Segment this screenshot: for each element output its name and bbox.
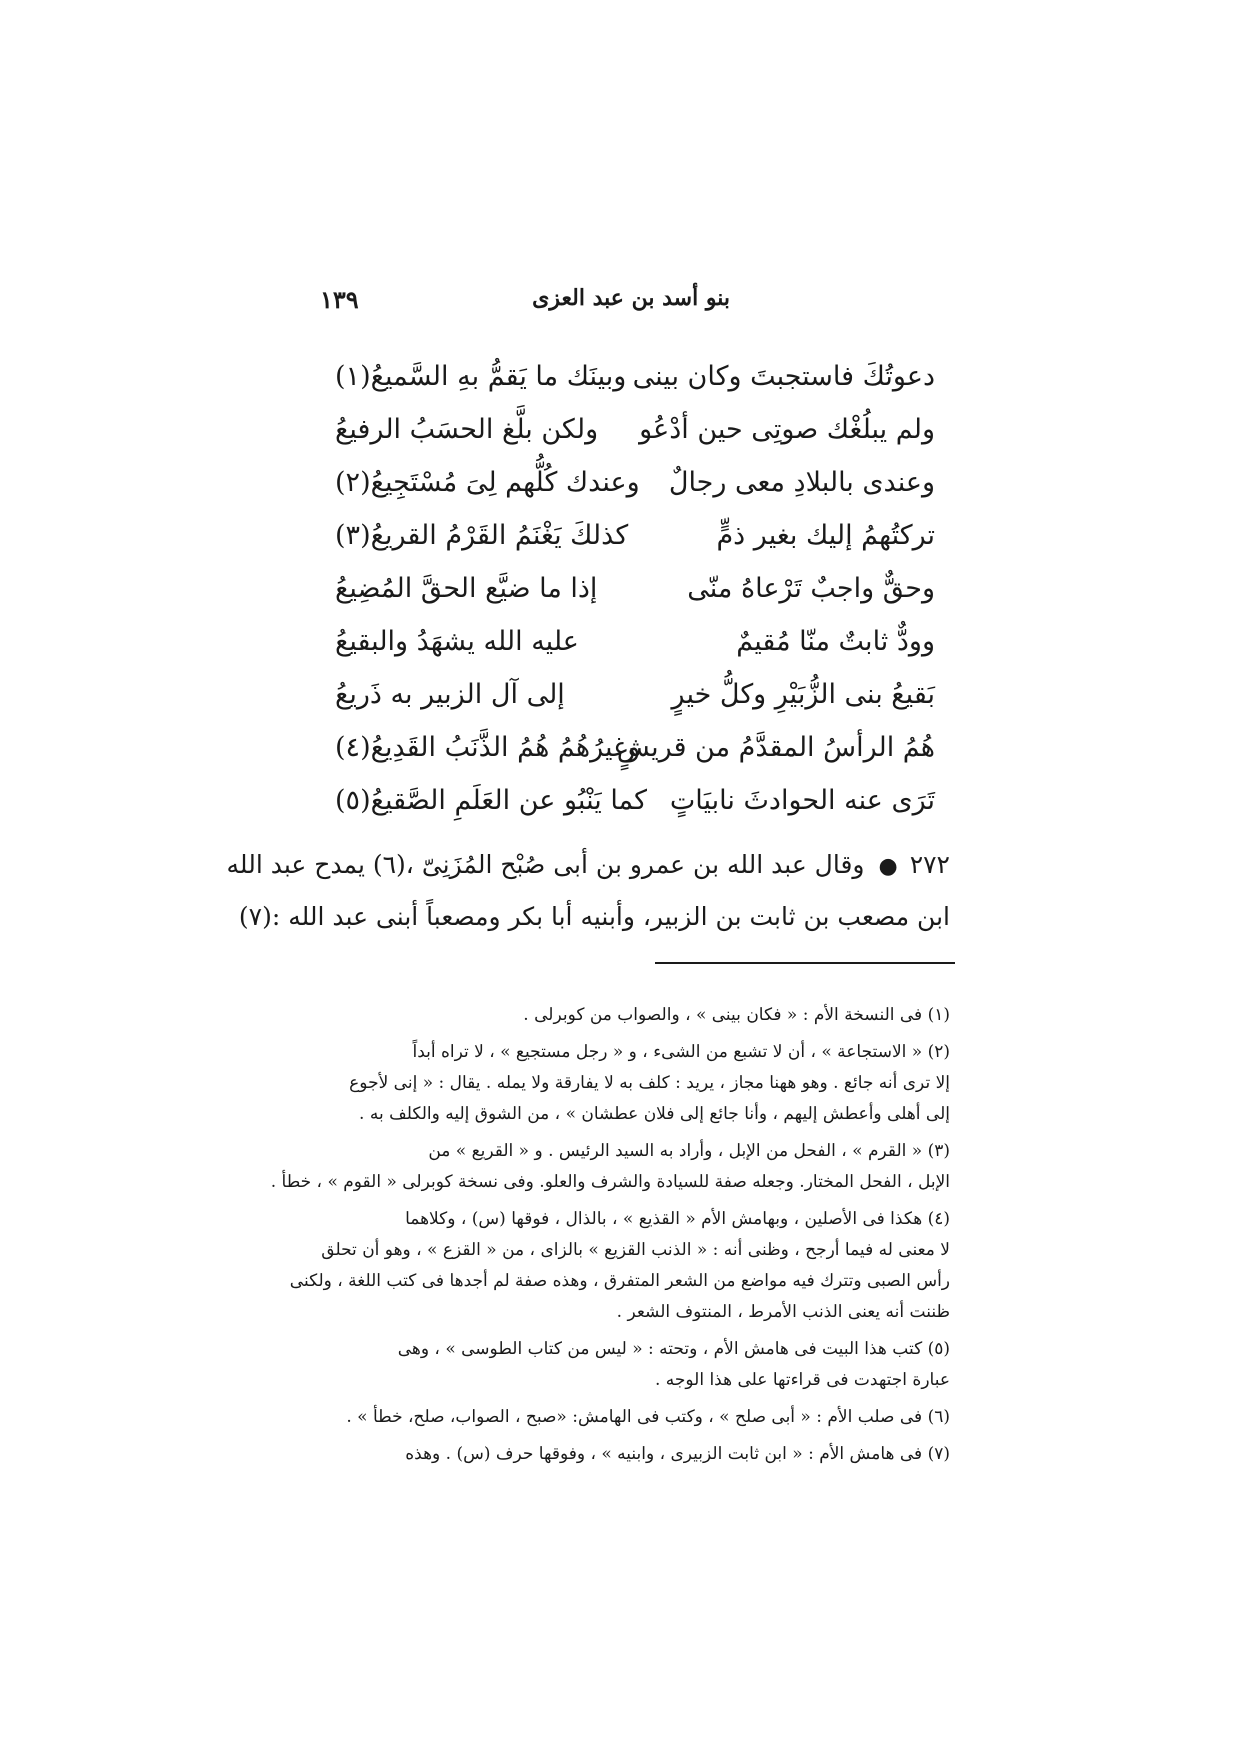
prose-line	[226, 840, 950, 892]
verse-first-hemistich: دعوتُكَ فاستجبتَ وكان بينى	[632, 361, 935, 392]
verse-second-hemistich: إذا ما ضيَّع الحقَّ المُضِيعُ	[335, 573, 598, 604]
prose-line: ابن مصعب بن ثابت بن الزبير، وأبنيه أبا بكر ومصعباً أبنى عبد الله :(٧)	[238, 902, 950, 931]
footnote-divider	[655, 962, 955, 964]
footnote	[300, 1334, 950, 1396]
poem-verse	[335, 350, 935, 403]
poem-verse	[335, 615, 935, 668]
verse-second-hemistich: وغيرُهُمُ هُمُ الذَّنَبُ القَدِيعُ(٤)	[335, 732, 641, 763]
poem-verse	[335, 721, 935, 774]
poem-verse	[335, 456, 935, 509]
footnote	[289, 1204, 950, 1328]
verse-second-hemistich: كما يَنْبُو عن العَلَمِ الصَّقيعُ(٥)	[335, 785, 648, 816]
footnote-line: (٥) كتب هذا البيت فى هامش الأم ، وتحته : « ليس من كتاب الطوسى » ، وهى	[397, 1339, 950, 1359]
footnote	[270, 1136, 950, 1198]
verse-second-hemistich: ولكن بلَّغ الحسَبُ الرفيعُ	[335, 414, 599, 445]
running-head	[320, 285, 940, 325]
footnote-line: إلى أهلى وأعطش إليهم ، وأنا جائع إلى فلان عطشان » ، من الشوق إليه والكلف به .	[359, 1104, 950, 1124]
footnote-line: (٢) « الاستجاعة » ، أن لا تشبع من الشىء ، و « رجل مستجيع » ، لا تراه أبداً	[412, 1042, 950, 1062]
poem-verse	[335, 668, 935, 721]
verse-first-hemistich: تَرَى عنه الحوادثَ نابيَاتٍ	[669, 785, 935, 816]
poem-verse	[335, 509, 935, 562]
bullet-icon: ●	[878, 854, 898, 879]
footnote-line: (٦) فى صلب الأم : « أبى صلح » ، وكتب فى الهامش: «صبح ، الصواب، صلح، خطأ » .	[346, 1407, 950, 1427]
verse-first-hemistich: ولم يبلُغْك صوتِى حين أدْعُو	[639, 414, 935, 445]
poem	[335, 350, 935, 827]
footnote	[300, 1439, 950, 1470]
poem-verse	[335, 403, 935, 456]
footnote-line: الإبل ، الفحل المختار. وجعله صفة للسيادة والشرف والعلو. وفى نسخة كوبرلى « القوم » ، خطأ .	[270, 1172, 950, 1192]
verse-second-hemistich: كذلكَ يَغْنَمُ القَرْمُ القريعُ(٣)	[335, 520, 629, 551]
entry-number: ٢٧٢	[909, 850, 950, 879]
verse-first-hemistich: بَقيعُ بنى الزُّبَيْرِ وكلُّ خيرٍ	[671, 679, 935, 710]
prose-entry	[226, 840, 950, 942]
footnote	[300, 1000, 950, 1031]
verse-first-hemistich: وودٌّ ثابتٌ منّا مُقيمٌ	[736, 626, 935, 657]
page-title: بنو أسد بن عبد العزى	[532, 285, 730, 311]
verse-second-hemistich: وبينَك ما يَقمُّ بهِ السَّميعُ(١)	[335, 361, 627, 392]
verse-first-hemistich: وعندى بالبلادِ معى رجالٌ	[668, 467, 935, 498]
prose-text: وقال عبد الله بن عمرو بن أبى صُبْح المُزَنِىّ ،(٦) يمدح عبد الله	[226, 850, 865, 879]
footnote-line: (٤) هكذا فى الأصلين ، وبهامش الأم « القذيع » ، بالذال ، فوقها (س) ، وكلاهما	[405, 1209, 950, 1229]
verse-first-hemistich: تركتُهمُ إليك بغير ذمٍّ	[716, 520, 935, 551]
footnote-line: رأس الصبى وتترك فيه مواضع من الشعر المتفرق ، وهذه صفة لم أجدها فى كتب اللغة ، ولكنى	[289, 1271, 950, 1291]
footnote-line: (٧) فى هامش الأم : « ابن ثابت الزبيرى ، وابنيه » ، وفوقها حرف (س) . وهذه	[405, 1444, 950, 1464]
verse-second-hemistich: وعندك كُلُّهم لِىَ مُسْتَجِيعُ(٢)	[335, 467, 640, 498]
page-number: ١٣٩	[320, 285, 359, 314]
verse-first-hemistich: وحقٌّ واجبٌ تَرْعاهُ منّى	[687, 573, 935, 604]
verse-first-hemistich: هُمُ الرأسُ المقدَّمُ من قريشٍ	[616, 732, 935, 763]
footnote	[300, 1402, 950, 1433]
footnote-line: إلا ترى أنه جائع . وهو ههنا مجاز ، يريد : كلف به لا يفارقة ولا يمله . يقال : « إنى لأجوع	[349, 1073, 950, 1093]
footnote-line: عبارة اجتهدت فى قراءتها على هذا الوجه .	[654, 1370, 950, 1390]
poem-verse	[335, 774, 935, 827]
footnote	[300, 1037, 950, 1130]
verse-second-hemistich: إلى آل الزبير به ذَريعُ	[335, 679, 565, 710]
footnote-line: ظننت أنه يعنى الذنب الأمرط ، المنتوف الشعر .	[616, 1302, 950, 1322]
footnote-line: (٣) « القرم » ، الفحل من الإبل ، وأراد به السيد الرئيس . و « القريع » من	[428, 1141, 950, 1161]
poem-verse	[335, 562, 935, 615]
footnote-line: (١) فى النسخة الأم : « فكان بينى » ، والصواب من كوبرلى .	[523, 1005, 950, 1025]
verse-second-hemistich: عليه الله يشهَدُ والبقيعُ	[335, 626, 579, 657]
footnotes	[270, 1000, 950, 1476]
footnote-line: لا معنى له فيما أرجح ، وظنى أنه : « الذنب القزيع » بالزاى ، من « القزع » ، وهو أن تحلق	[321, 1240, 950, 1260]
